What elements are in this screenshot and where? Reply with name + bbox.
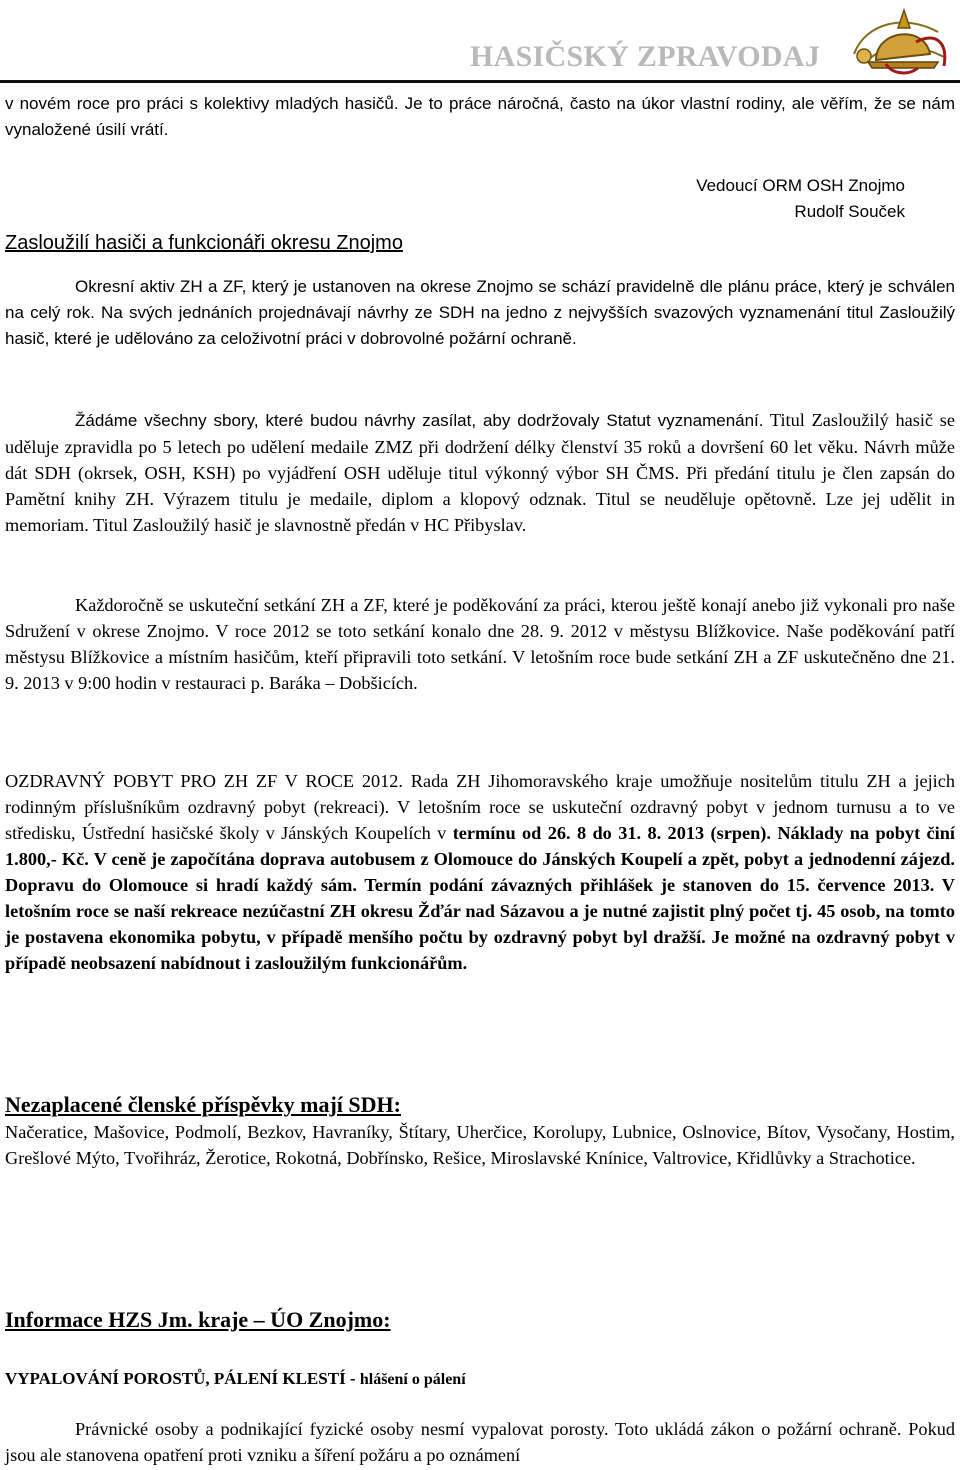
hzs-subheading-rest: hlášení o pálení bbox=[359, 1371, 466, 1388]
zh-paragraph-2 bbox=[5, 407, 955, 538]
zh-paragraph-3: Každoročně se uskuteční setkání ZH a ZF, které je poděkování za práci, kterou ještě konají anebo již vykonali pro naše Sdružení v okrese Znojmo. V roce 2012 se toto setkání konalo dne 28. 9. 2012 v městysu Blížkovice. Naše poděkování patří městysu Blížkovice a místním hasičům, kteří připravili toto setkání. V letošním roce bude setkání ZH a ZF uskutečněno dne 21. 9. 2013 v 9:00 hodin v restauraci p. Baráka – Dobšicích. bbox=[5, 595, 955, 693]
hzs-subheading-caps: VYPALOVÁNÍ POROSTŮ, PÁLENÍ KLESTÍ - bbox=[5, 1369, 360, 1388]
header-rule bbox=[0, 80, 960, 83]
pobyt-bold-text: termínu od 26. 8 do 31. 8. 2013 (srpen). Náklady na pobyt činí 1.800,- Kč. V ceně je započítána doprava autobusem z Olomouce do Jánských Koupelí a zpět, pobyt a jednodenní zájezd. Dopravu do Olomouce si hradí každý sám. Termín podání závazných přihlášek je stanoven do 15. července 2013. V letošním roce se naší rekreace nezúčastní ZH okresu Žďár nad Sázavou a je nutné zajistit plný počet tj. 45 osob, na tomto je postavena ekonomika pobytu, v případě menšího počtu by ozdravný pobyt byl dražší. Je možné na ozdravný pobyt v případě neobsazení nabídnout i zasloužilým funkcionářům. bbox=[5, 823, 955, 973]
masthead-title: HASIČSKÝ ZPRAVODAJ bbox=[470, 40, 821, 73]
hzs-heading: Informace HZS Jm. kraje – ÚO Znojmo: bbox=[5, 1307, 391, 1332]
zh-paragraph-2-sans: Žádáme všechny sbory, které budou návrhy zasílat, aby dodržovaly Statut vyznamenání. bbox=[75, 411, 764, 430]
nezaplacene-list: Načeratice, Mašovice, Podmolí, Bezkov, Havraníky, Štítary, Uherčice, Korolupy, Lubnice, Oslnovice, Bítov, Vysočany, Hostim, Grešlové Mýto, Tvořihráz, Žerotice, Rokotná, Dobřínsko, Rešice, Miroslavské Knínice, Valtrovice, Křidlůvky a Strachotice. bbox=[5, 1122, 955, 1168]
zh-paragraph-1: Okresní aktiv ZH a ZF, který je ustanoven na okrese Znojmo se schází pravidelně dle plánu práce, který je schválen na celý rok. Na svých jednáních projednávají návrhy ze SDH na jedno z nejvyšších svazových vyznamenání titul Zasloužilý hasič, které je udělováno za celoživotní práci v dobrovolné požární ochraně. bbox=[5, 277, 955, 348]
pobyt-paragraph bbox=[5, 768, 955, 976]
pobyt-text: Rada ZH Jihomoravského kraje umožňuje nositelům titulu ZH a jejich rodinným příslušníkům ozdravný pobyt (rekreaci). V letošním roce se uskuteční ozdravný pobyt v jednom turnusu a to ve středisku, Ústřední hasičské školy v Jánských Koupelích v bbox=[5, 771, 955, 843]
hzs-paragraph-1: Právnické osoby a podnikající fyzické osoby nesmí vypalovat porosty. Toto ukládá zákon o požární ochraně. Pokud jsou ale stanovena opatření proti vzniku a šíření požáru a po oznámení bbox=[5, 1419, 955, 1465]
nezaplacene-heading: Nezaplacené členské příspěvky mají SDH: bbox=[5, 1092, 401, 1117]
hzs-subheading bbox=[5, 1366, 955, 1393]
firefighter-helmet-logo-icon bbox=[846, 2, 956, 80]
zh-paragraph-2-serif: Titul Zasloužilý hasič se uděluje zpravidla po 5 letech po udělení medaile ZMZ při dodržení délky členství 35 roků a dovršení 60 let věku. Návrh může dát SDH (okrsek, OSH, KSH) po vyjádření OSH uděluje titul výkonný výbor SH ČMS. Při předání titulu je člen zapsán do Pamětní knihy ZH. Výrazem titulu je medaile, diplom a klopový odznak. Titul se neuděluje opětovně. Lze jej udělit in memoriam. Titul Zasloužilý hasič je slavnostně předán v HC Přibyslav. bbox=[5, 410, 956, 535]
pobyt-lead: OZDRAVNÝ POBYT PRO ZH ZF V ROCE 2012. bbox=[5, 771, 403, 791]
zh-section-heading: Zasloužilí hasiči a funkcionáři okresu Znojmo bbox=[5, 232, 403, 254]
intro-paragraph: v novém roce pro práci s kolektivy mladých hasičů. Je to práce náročná, často na úkor vlastní rodiny, ale věřím, že se nám vynaložené úsilí vrátí. bbox=[5, 94, 955, 139]
signature-name: Rudolf Souček bbox=[794, 202, 905, 221]
signature-role: Vedoucí ORM OSH Znojmo bbox=[696, 176, 905, 195]
